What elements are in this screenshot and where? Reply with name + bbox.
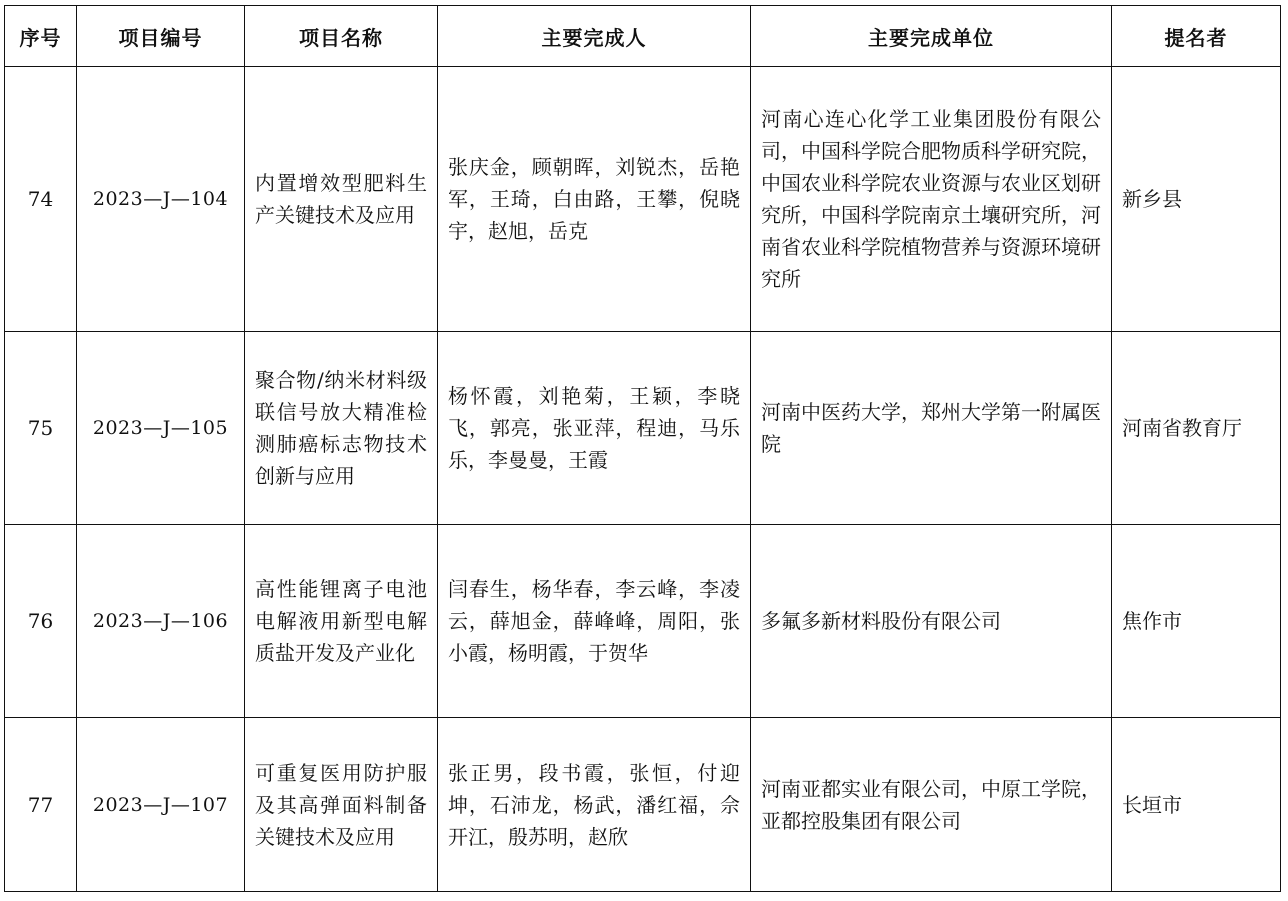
row-seq: 76 [5,525,77,718]
row-units: 河南心连心化学工业集团股份有限公司，中国科学院合肥物质科学研究院，中国农业科学院农业资源与农业区划研究所，中国科学院南京土壤研究所，河南省农业科学院植物营养与资源环境研究所 [751,67,1112,332]
row-code: 2023—J—107 [77,718,245,892]
row-code: 2023—J—104 [77,67,245,332]
row-persons: 张正男，段书霞，张恒，付迎坤，石沛龙，杨武，潘红福，佘开江，殷苏明，赵欣 [438,718,751,892]
row-units: 河南亚都实业有限公司，中原工学院，亚都控股集团有限公司 [751,718,1112,892]
row-persons: 张庆金，顾朝晖，刘锐杰，岳艳军，王琦，白由路，王攀，倪晓宇，赵旭，岳克 [438,67,751,332]
row-seq: 75 [5,332,77,525]
row-project-name: 可重复医用防护服及其高弹面料制备关键技术及应用 [245,718,438,892]
row-project-name: 高性能锂离子电池电解液用新型电解质盐开发及产业化 [245,525,438,718]
table-row [5,718,1281,892]
header-seq: 序号 [5,6,77,67]
row-nominator: 长垣市 [1112,718,1281,892]
row-code: 2023—J—105 [77,332,245,525]
header-name: 项目名称 [245,6,438,67]
header-nominator: 提名者 [1112,6,1281,67]
row-project-name: 内置增效型肥料生产关键技术及应用 [245,67,438,332]
awards-table [4,5,1281,892]
header-persons: 主要完成人 [438,6,751,67]
row-seq: 74 [5,67,77,332]
row-project-name: 聚合物/纳米材料级联信号放大精准检测肺癌标志物技术创新与应用 [245,332,438,525]
header-row [5,6,1281,67]
row-persons: 闫春生，杨华春，李云峰，李凌云，薛旭金，薛峰峰，周阳，张小霞，杨明霞，于贺华 [438,525,751,718]
row-units: 河南中医药大学，郑州大学第一附属医院 [751,332,1112,525]
row-nominator: 新乡县 [1112,67,1281,332]
row-nominator: 河南省教育厅 [1112,332,1281,525]
row-code: 2023—J—106 [77,525,245,718]
table-row [5,67,1281,332]
row-units: 多氟多新材料股份有限公司 [751,525,1112,718]
table-row [5,525,1281,718]
header-units: 主要完成单位 [751,6,1112,67]
table-row [5,332,1281,525]
row-seq: 77 [5,718,77,892]
row-persons: 杨怀霞，刘艳菊，王颖，李晓飞，郭亮，张亚萍，程迪，马乐乐，李曼曼，王霞 [438,332,751,525]
row-nominator: 焦作市 [1112,525,1281,718]
header-code: 项目编号 [77,6,245,67]
